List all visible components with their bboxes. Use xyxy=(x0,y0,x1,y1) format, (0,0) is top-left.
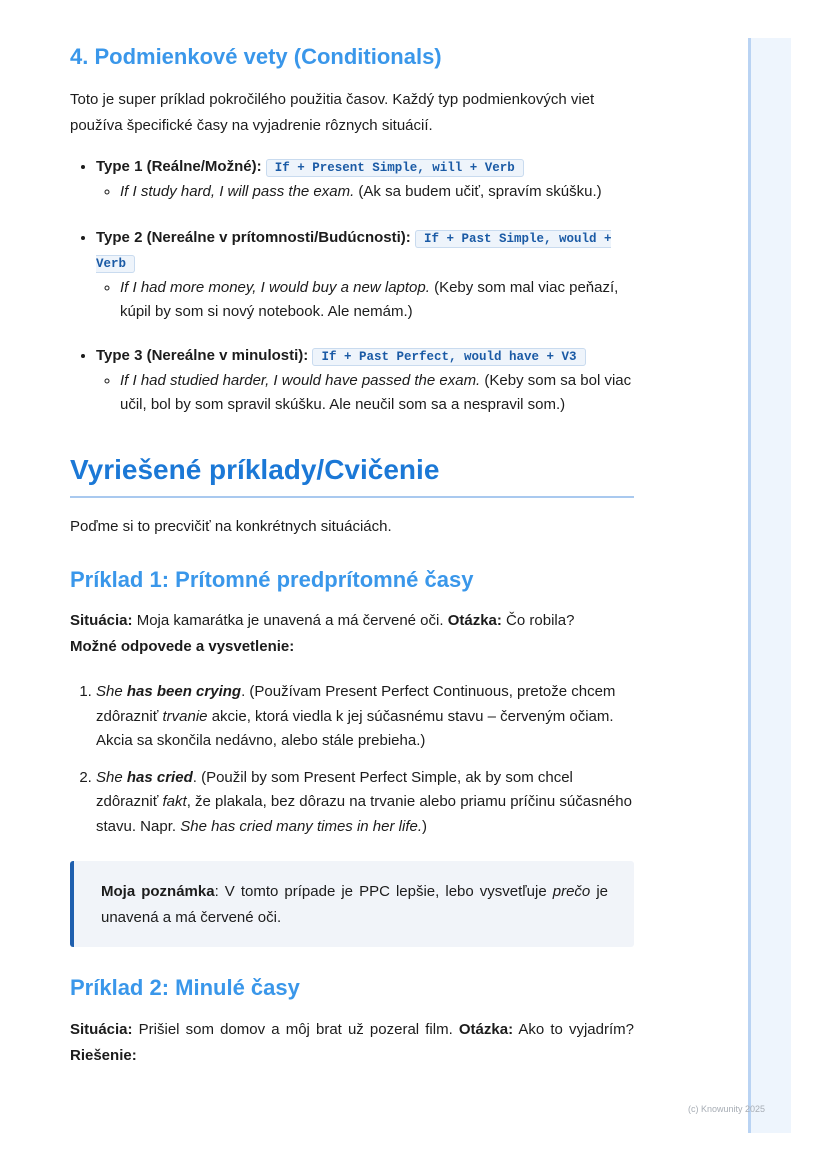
paragraph: Situácia: Prišiel som domov a môj brat už pozeral film. Otázka: Ako to vyjadrím? Riešenie: xyxy=(70,1021,634,1064)
example-1-heading: Príklad 1: Prítomné predprítomné časy xyxy=(70,567,474,592)
list-item: • Type 3 (Nereálne v minulosti): If + Past Perfect, would have + V3 ◦ If I had studied harder, I would have passed the exam. (Keby som sa bol viac učil, bol by som spravil skúšku. Ale neučil som sa a nespravil som.) xyxy=(96,344,634,417)
copyright: (c) Knowunity 2025 xyxy=(688,1104,766,1114)
list-item: ◦ If I study hard, I will pass the exam. (Ak sa budem učiť, spravím skúšku.) xyxy=(120,180,634,204)
list-item: • Type 2 (Nereálne v prítomnosti/Budúcnosti): If + Past Simple, would + Verb ◦ If I had more money, I would buy a new laptop. (Keby som mal viac peňazí, kúpil by som si nový notebook. Ale nemám.) xyxy=(96,226,634,324)
side-panel xyxy=(748,38,791,1133)
document-content xyxy=(70,42,634,1069)
note-callout: Moja poznámka: V tomto prípade je PPC lepšie, lebo vysvetľuje prečo je unavená a má červené oči. xyxy=(70,861,634,947)
code-formula: If + Past Simple, would + Verb xyxy=(96,232,612,271)
section-heading-conditionals: 4. Podmienkové vety (Conditionals) xyxy=(70,44,442,69)
list-item: 1. She has been crying. (Používam Present Perfect Continuous, pretože chcem zdôrazniť trvanie akcie, ktorá viedla k jej súčasnému stavu – červeným očiam. Akcia sa skončila nedávno, alebo stále prebieha.) xyxy=(96,680,634,754)
paragraph: Poďme si to precvičiť na konkrétnych situáciách. xyxy=(70,518,392,535)
list-item: ◦ If I had studied harder, I would have passed the exam. (Keby som sa bol viac učil, bol by som spravil skúšku. Ale neučil som sa a nespravil som.) xyxy=(120,369,634,417)
code-formula: If + Present Simple, will + Verb xyxy=(266,159,524,177)
example-2-heading: Príklad 2: Minulé časy xyxy=(70,975,300,1000)
paragraph: Situácia: Moja kamarátka je unavená a má červené oči. Otázka: Čo robila? Možné odpovede a vysvetlenie: xyxy=(70,612,575,655)
list-item: ◦ If I had more money, I would buy a new laptop. (Keby som mal viac peňazí, kúpil by som si nový notebook. Ale nemám.) xyxy=(120,276,634,324)
conditionals-list xyxy=(70,155,634,417)
code-formula: If + Past Perfect, would have + V3 xyxy=(312,348,585,366)
answers-list xyxy=(70,680,634,839)
list-item: 2. She has cried. (Použil by som Present Perfect Simple, ak by som chcel zdôrazniť fakt, že plakala, bez dôrazu na trvanie alebo priamu príčinu súčasného stavu. Napr. She has cried many times in her life.) xyxy=(96,766,634,840)
section-heading-exercises: Vyriešené príklady/Cvičenie xyxy=(70,452,634,498)
paragraph: Toto je super príklad pokročilého použitia časov. Každý typ podmienkových viet používa špecifické časy na vyjadrenie rôznych situácií. xyxy=(70,91,595,134)
list-item: • Type 1 (Reálne/Možné): If + Present Simple, will + Verb ◦ If I study hard, I will pass the exam. (Ak sa budem učiť, spravím skúšku.) xyxy=(96,155,634,204)
